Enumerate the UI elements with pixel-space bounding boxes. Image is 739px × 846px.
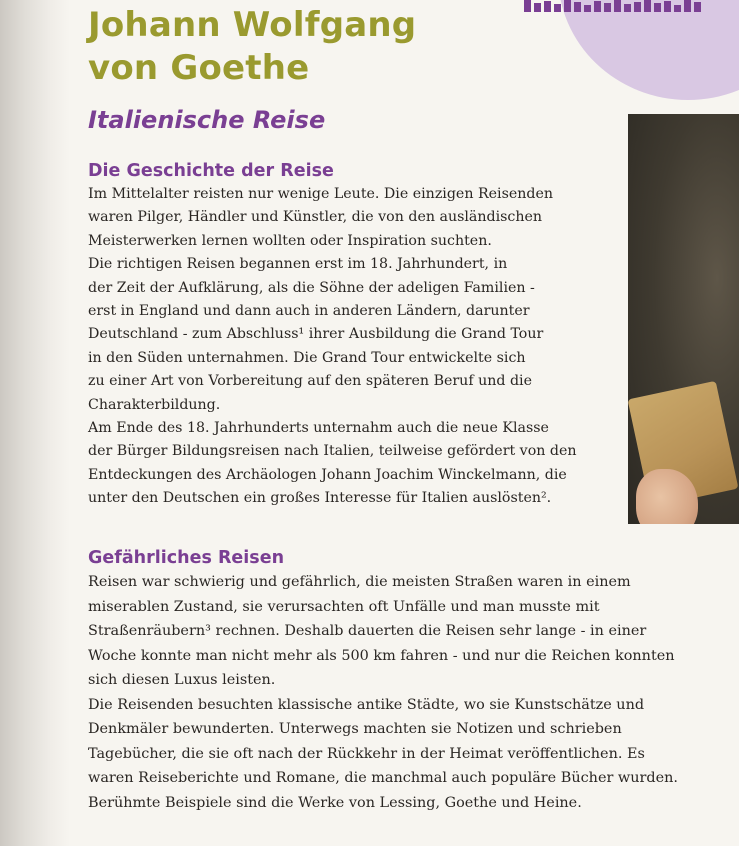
section-dangerous-travel [88,547,728,815]
text-line: Charakterbildung. [88,396,221,413]
text-line: miserablen Zustand, sie verursachten oft Unfälle und man musste mit [88,598,600,615]
text-line: Woche konnte man nicht mehr als 500 km fahren - und nur die Reichen konnten [88,647,675,664]
page-title [88,4,558,90]
section-heading: Die Geschichte der Reise [88,161,334,181]
section-history [88,160,728,511]
text-line: der Bürger Bildungsreisen nach Italien, teilweise gefördert von den [88,443,577,460]
section-body [88,183,728,511]
text-line: Deutschland - zum Abschluss¹ ihrer Ausbildung die Grand Tour [88,326,544,343]
text-line: Meisterwerken lernen wollten oder Inspiration suchten. [88,232,492,249]
decorative-circle [558,0,739,100]
text-line: waren Pilger, Händler und Künstler, die von den ausländischen [88,209,543,226]
title-line-1: Johann Wolfgang [88,5,417,45]
text-line: waren Reiseberichte und Romane, die manchmal auch populäre Bücher wurden. [88,770,678,786]
text-line: Die Reisenden besuchten klassische antike Städte, wo sie Kunstschätze und [88,696,645,713]
text-line: Am Ende des 18. Jahrhunderts unternahm auch die neue Klasse [88,420,549,437]
text-line: Denkmäler bewunderten. Unterwegs machten sie Notizen und schrieben [88,721,622,737]
section-heading: Gefährliches Reisen [88,548,285,568]
text-line: zu einer Art von Vorbereitung auf den späteren Beruf und die [88,373,532,390]
text-line: Entdeckungen des Archäologen Johann Joachim Winckelmann, die [88,466,567,483]
text-line: Berühmte Beispiele sind die Werke von Lessing, Goethe und Heine. [88,794,582,811]
page-gutter-shadow [0,0,70,846]
text-line: sich diesen Luxus leisten. [88,672,276,688]
text-line: Reisen war schwierig und gefährlich, die meisten Straßen waren in einem [88,574,631,590]
text-line: erst in England und dann auch in anderen Ländern, darunter [88,303,530,320]
text-line: Straßenräubern³ rechnen. Deshalb dauerten die Reisen sehr lange - in einer [88,623,647,639]
text-line: unter den Deutschen ein großes Interesse für Italien auslösten². [88,490,552,507]
title-line-2: von Goethe [88,48,310,88]
text-line: der Zeit der Aufklärung, als die Söhne der adeligen Familien - [88,279,535,296]
section-body [88,570,728,815]
text-line: Im Mittelalter reisten nur wenige Leute. Die einzigen Reisenden [88,186,554,202]
text-line: Tagebücher, die sie oft nach der Rückkehr in der Heimat veröffentlichen. Es [88,745,645,762]
text-line: Die richtigen Reisen begannen erst im 18. Jahrhundert, in [88,256,508,273]
text-line: in den Süden unternahmen. Die Grand Tour entwickelte sich [88,349,526,366]
page-subtitle: Italienische Reise [88,106,326,134]
